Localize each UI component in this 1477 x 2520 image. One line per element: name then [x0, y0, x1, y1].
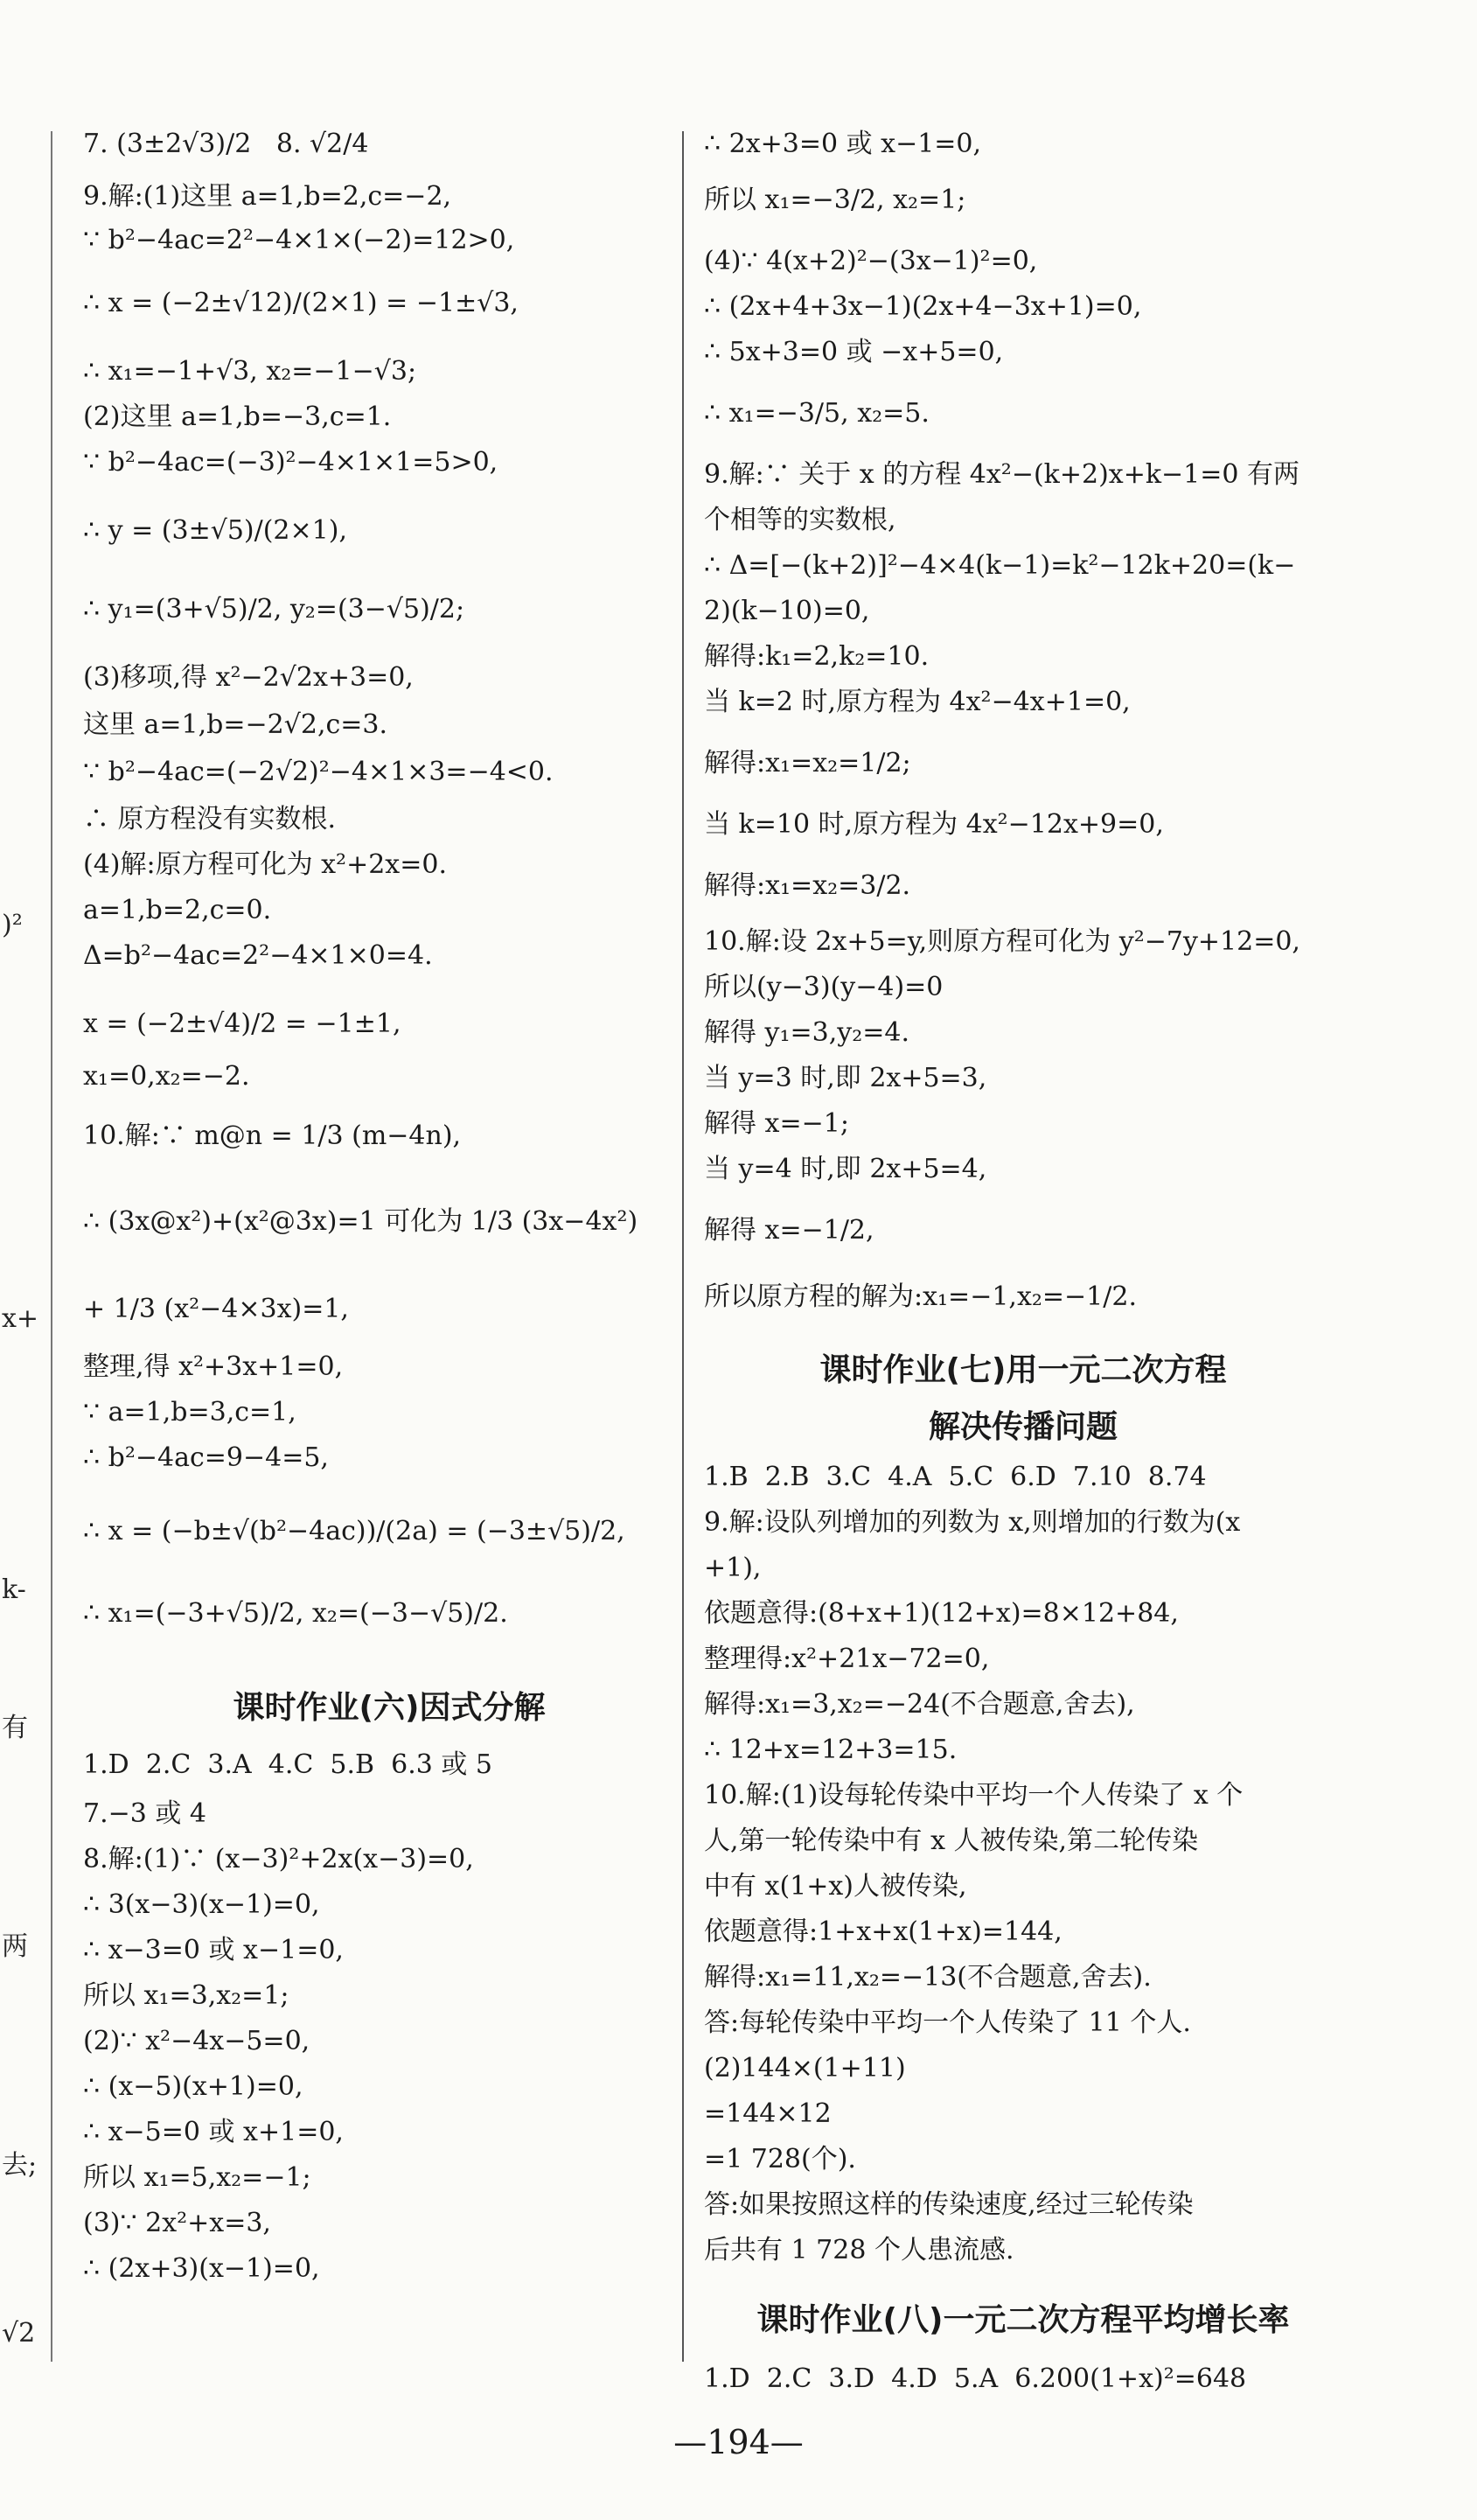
answer-line: ∴ (2x+3)(x−1)=0, — [83, 2253, 320, 2284]
answer-line: ∴ (2x+4+3x−1)(2x+4−3x+1)=0, — [704, 291, 1142, 322]
section-heading: 课时作业(七)用一元二次方程 — [819, 1352, 1227, 1388]
answer-line: 解得 x=−1/2, — [704, 1215, 874, 1246]
answer-line: ∴ x₁=−3/5, x₂=5. — [704, 398, 930, 429]
answer-line: ∵ b²−4ac=2²−4×1×(−2)=12>0, — [83, 225, 515, 255]
left-margin-rule — [51, 131, 52, 2362]
answer-line: ∴ (3x@x²)+(x²@3x)=1 可化为 1/3 (3x−4x²) — [83, 1206, 638, 1237]
answer-line: 解得:x₁=x₂=1/2; — [704, 748, 911, 778]
answer-line: ∴ x−3=0 或 x−1=0, — [83, 1935, 344, 1965]
answer-line: ∴ y = (3±√5)/(2×1), — [83, 515, 347, 546]
answer-line: 依题意得:1+x+x(1+x)=144, — [704, 1916, 1062, 1947]
answer-line: (2)∵ x²−4x−5=0, — [83, 2026, 310, 2056]
answer-line: ∴ x = (−2±√12)/(2×1) = −1±√3, — [83, 288, 519, 318]
answer-line: 10.解:设 2x+5=y,则原方程可化为 y²−7y+12=0, — [704, 926, 1300, 957]
answer-line: ∴ x₁=−1+√3, x₂=−1−√3; — [83, 356, 417, 387]
answer-line: ∴ 2x+3=0 或 x−1=0, — [704, 129, 982, 159]
answer-line: 8.解:(1)∵ (x−3)²+2x(x−3)=0, — [83, 1844, 474, 1874]
answer-line: 当 y=3 时,即 2x+5=3, — [704, 1063, 987, 1093]
answer-line: 答:每轮传染中平均一个人传染了 11 个人. — [704, 2007, 1191, 2038]
answer-line: 10.解:∵ m@n = 1/3 (m−4n), — [83, 1120, 462, 1151]
answer-line: (4)解:原方程可化为 x²+2x=0. — [83, 849, 447, 880]
answer-line: ∴ x = (−b±√(b²−4ac))/(2a) = (−3±√5)/2, — [83, 1516, 625, 1546]
answer-line: 1.D 2.C 3.A 4.C 5.B 6.3 或 5 — [83, 1749, 493, 1780]
answer-line: x₁=0,x₂=−2. — [83, 1061, 250, 1092]
answer-line: 9.解:设队列增加的列数为 x,则增加的行数为(x — [704, 1507, 1241, 1538]
answer-line: 解得:x₁=11,x₂=−13(不合题意,舍去). — [704, 1962, 1152, 1993]
answer-line: ∴ 5x+3=0 或 −x+5=0, — [704, 337, 1004, 367]
answer-line: 9.解:∵ 关于 x 的方程 4x²−(k+2)x+k−1=0 有两 — [704, 459, 1299, 490]
answer-line: ∴ 12+x=12+3=15. — [704, 1735, 958, 1765]
answer-line: 答:如果按照这样的传染速度,经过三轮传染 — [704, 2189, 1194, 2220]
edge-fragment: )² — [2, 910, 23, 940]
answer-line: (3)移项,得 x²−2√2x+3=0, — [83, 662, 414, 693]
section-heading: 课时作业(六)因式分解 — [233, 1690, 546, 1726]
answer-line: 所以(y−3)(y−4)=0 — [704, 972, 944, 1002]
answer-line: 解得 x=−1; — [704, 1108, 849, 1139]
right-column — [704, 131, 1342, 2412]
answer-line: (3)∵ 2x²+x=3, — [83, 2208, 271, 2238]
answer-line: =144×12 — [704, 2098, 832, 2129]
answer-line: 所以 x₁=3,x₂=1; — [83, 1980, 289, 2011]
answer-line: ∴ Δ=[−(k+2)]²−4×4(k−1)=k²−12k+20=(k− — [704, 550, 1296, 581]
answer-line: + 1/3 (x²−4×3x)=1, — [83, 1294, 349, 1324]
edge-fragment: x+ — [2, 1303, 39, 1334]
answer-line: ∵ b²−4ac=(−2√2)²−4×1×3=−4<0. — [83, 757, 554, 787]
answer-line: 解得:x₁=3,x₂=−24(不合题意,舍去), — [704, 1689, 1135, 1720]
answer-line: 解得:x₁=x₂=3/2. — [704, 870, 911, 901]
answer-line: 当 y=4 时,即 2x+5=4, — [704, 1154, 987, 1184]
answer-line: 1.D 2.C 3.D 4.D 5.A 6.200(1+x)²=648 — [704, 2363, 1247, 2394]
answer-line: 10.解:(1)设每轮传染中平均一个人传染了 x 个 — [704, 1780, 1244, 1811]
answer-line: 所以 x₁=−3/2, x₂=1; — [704, 185, 966, 215]
section-heading: 课时作业(八)一元二次方程平均增长率 — [756, 2302, 1290, 2338]
answer-line: 这里 a=1,b=−2√2,c=3. — [83, 709, 388, 740]
answer-line: 当 k=2 时,原方程为 4x²−4x+1=0, — [704, 687, 1131, 717]
answer-line: (2)144×(1+11) — [704, 2053, 906, 2084]
answer-line: 解得:k₁=2,k₂=10. — [704, 641, 930, 672]
section-heading: 解决传播问题 — [928, 1409, 1118, 1445]
answer-line: ∴ 原方程没有实数根. — [83, 804, 337, 834]
answer-line: ∵ a=1,b=3,c=1, — [83, 1397, 296, 1428]
edge-fragment: 两 — [2, 1931, 28, 1962]
answer-line: 所以原方程的解为:x₁=−1,x₂=−1/2. — [704, 1281, 1137, 1312]
answer-line: 7.−3 或 4 — [83, 1798, 207, 1829]
answer-line: ∴ 3(x−3)(x−1)=0, — [83, 1889, 320, 1920]
answer-line: ∴ x₁=(−3+√5)/2, x₂=(−3−√5)/2. — [83, 1598, 508, 1629]
edge-fragment: √2 — [2, 2318, 36, 2349]
answer-line: x = (−2±√4)/2 = −1±1, — [83, 1009, 401, 1039]
answer-line: ∴ y₁=(3+√5)/2, y₂=(3−√5)/2; — [83, 594, 465, 625]
answer-line: a=1,b=2,c=0. — [83, 895, 272, 925]
answer-line: 所以 x₁=5,x₂=−1; — [83, 2162, 311, 2193]
answer-line: 解得 y₁=3,y₂=4. — [704, 1017, 910, 1048]
answer-line: Δ=b²−4ac=2²−4×1×0=4. — [83, 940, 433, 971]
answer-line: 后共有 1 728 个人患流感. — [704, 2235, 1014, 2265]
answer-line: 依题意得:(8+x+1)(12+x)=8×12+84, — [704, 1598, 1179, 1629]
answer-line: 中有 x(1+x)人被传染, — [704, 1871, 967, 1902]
answer-line: 个相等的实数根, — [704, 505, 896, 535]
answer-line: 2)(k−10)=0, — [704, 596, 870, 626]
answer-line: ∴ (x−5)(x+1)=0, — [83, 2071, 303, 2102]
edge-fragment: 有 — [2, 1713, 28, 1743]
answer-line: ∴ x−5=0 或 x+1=0, — [83, 2117, 344, 2147]
page-number: —194— — [673, 2423, 804, 2461]
answer-line: 整理,得 x²+3x+1=0, — [83, 1351, 344, 1382]
answer-line: 7. (3±2√3)/2 8. √2/4 — [83, 129, 369, 159]
answer-line: +1), — [704, 1553, 762, 1583]
answer-line: ∴ b²−4ac=9−4=5, — [83, 1442, 329, 1473]
answer-line: ∵ b²−4ac=(−3)²−4×1×1=5>0, — [83, 447, 498, 478]
answer-line: =1 728(个). — [704, 2144, 856, 2174]
edge-fragment: 去; — [2, 2150, 38, 2181]
edge-fragment: k- — [2, 1574, 26, 1605]
answer-line: (2)这里 a=1,b=−3,c=1. — [83, 401, 392, 432]
answer-line: 9.解:(1)这里 a=1,b=2,c=−2, — [83, 181, 452, 212]
answer-line: 当 k=10 时,原方程为 4x²−12x+9=0, — [704, 809, 1164, 840]
left-column — [83, 131, 695, 2301]
answer-line: 人,第一轮传染中有 x 人被传染,第二轮传染 — [704, 1825, 1199, 1856]
answer-line: 1.B 2.B 3.C 4.A 5.C 6.D 7.10 8.74 — [704, 1462, 1207, 1492]
answer-line: (4)∵ 4(x+2)²−(3x−1)²=0, — [704, 246, 1038, 276]
answer-line: 整理得:x²+21x−72=0, — [704, 1644, 990, 1674]
